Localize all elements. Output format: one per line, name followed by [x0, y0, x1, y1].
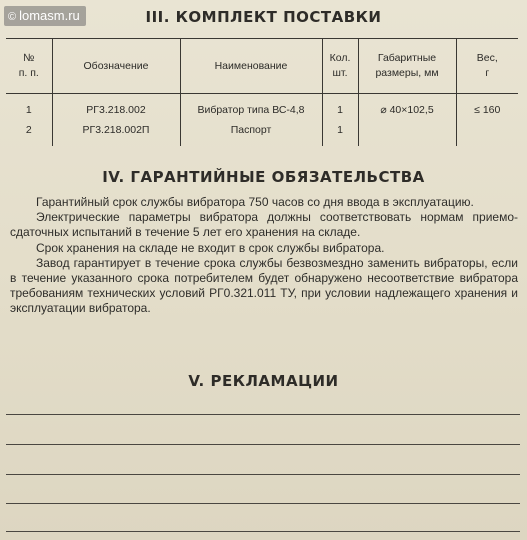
table-row	[6, 120, 518, 146]
table-header-row	[6, 39, 518, 94]
warranty-paragraph-2: Электрические параметры вибратора должны соответствовать нормам приемо-сдаточных испытаний в течение 5 лет его хранения на складе.	[10, 210, 518, 240]
header-num-line1: №	[23, 52, 35, 64]
header-weight	[456, 39, 518, 94]
cell-weight	[456, 120, 518, 146]
warranty-paragraph-3: Срок хранения на складе не входит в срок службы вибратора.	[36, 240, 385, 255]
supply-table	[6, 38, 518, 146]
cell-num: 1	[6, 94, 52, 121]
warranty-text	[10, 195, 518, 317]
cell-num: 2	[6, 120, 52, 146]
warranty-paragraph-4: Завод гарантирует в течение срока службы безвозмездно заменить вибраторы, если в течение указанного срока потребителем будет обнаружено несоответствие вибратора требованиям технических условий РГ0.321.011 ТУ, при условии надлежащего хранения и эксплуатации вибратора.	[10, 255, 518, 316]
claims-line	[6, 474, 520, 475]
header-num-line2: п. п.	[18, 67, 39, 79]
header-qty-line2: шт.	[332, 67, 348, 79]
section-3-title: III. КОМПЛЕКТ ПОСТАВКИ	[145, 8, 382, 26]
header-name: Наименование	[180, 39, 322, 94]
section-5-title: V. РЕКЛАМАЦИИ	[188, 372, 339, 390]
claims-line	[6, 444, 520, 445]
cell-qty: 1	[322, 94, 358, 121]
cell-designation: РГ3.218.002	[52, 94, 180, 121]
warranty-paragraph-1: Гарантийный срок службы вибратора 750 часов со дня ввода в эксплуатацию.	[36, 195, 474, 209]
cell-designation: РГ3.218.002П	[52, 120, 180, 146]
section-4-title: IV. ГАРАНТИЙНЫЕ ОБЯЗАТЕЛЬСТВА	[102, 168, 425, 186]
header-weight-line2: г	[485, 67, 490, 79]
cell-name: Вибратор типа ВС-4,8	[180, 94, 322, 121]
header-dims-line2: размеры, мм	[375, 67, 439, 79]
header-designation: Обозначение	[52, 39, 180, 94]
table-row	[6, 94, 518, 121]
watermark-text: lomasm.ru	[19, 8, 80, 23]
cell-weight: ≤ 160	[456, 94, 518, 121]
header-num	[6, 39, 52, 94]
cell-dims: ⌀ 40×102,5	[358, 94, 456, 121]
header-weight-line1: Вес,	[476, 52, 498, 64]
cell-dims	[358, 120, 456, 146]
copyright-icon: ©	[8, 11, 17, 23]
cell-name: Паспорт	[180, 120, 322, 146]
cell-qty: 1	[322, 120, 358, 146]
claims-line	[6, 531, 520, 532]
claims-line	[6, 414, 520, 415]
header-qty	[322, 39, 358, 94]
header-dims-line1: Габаритные	[377, 52, 437, 64]
header-qty-line1: Кол.	[329, 52, 351, 64]
claims-line	[6, 503, 520, 504]
header-dims	[358, 39, 456, 94]
